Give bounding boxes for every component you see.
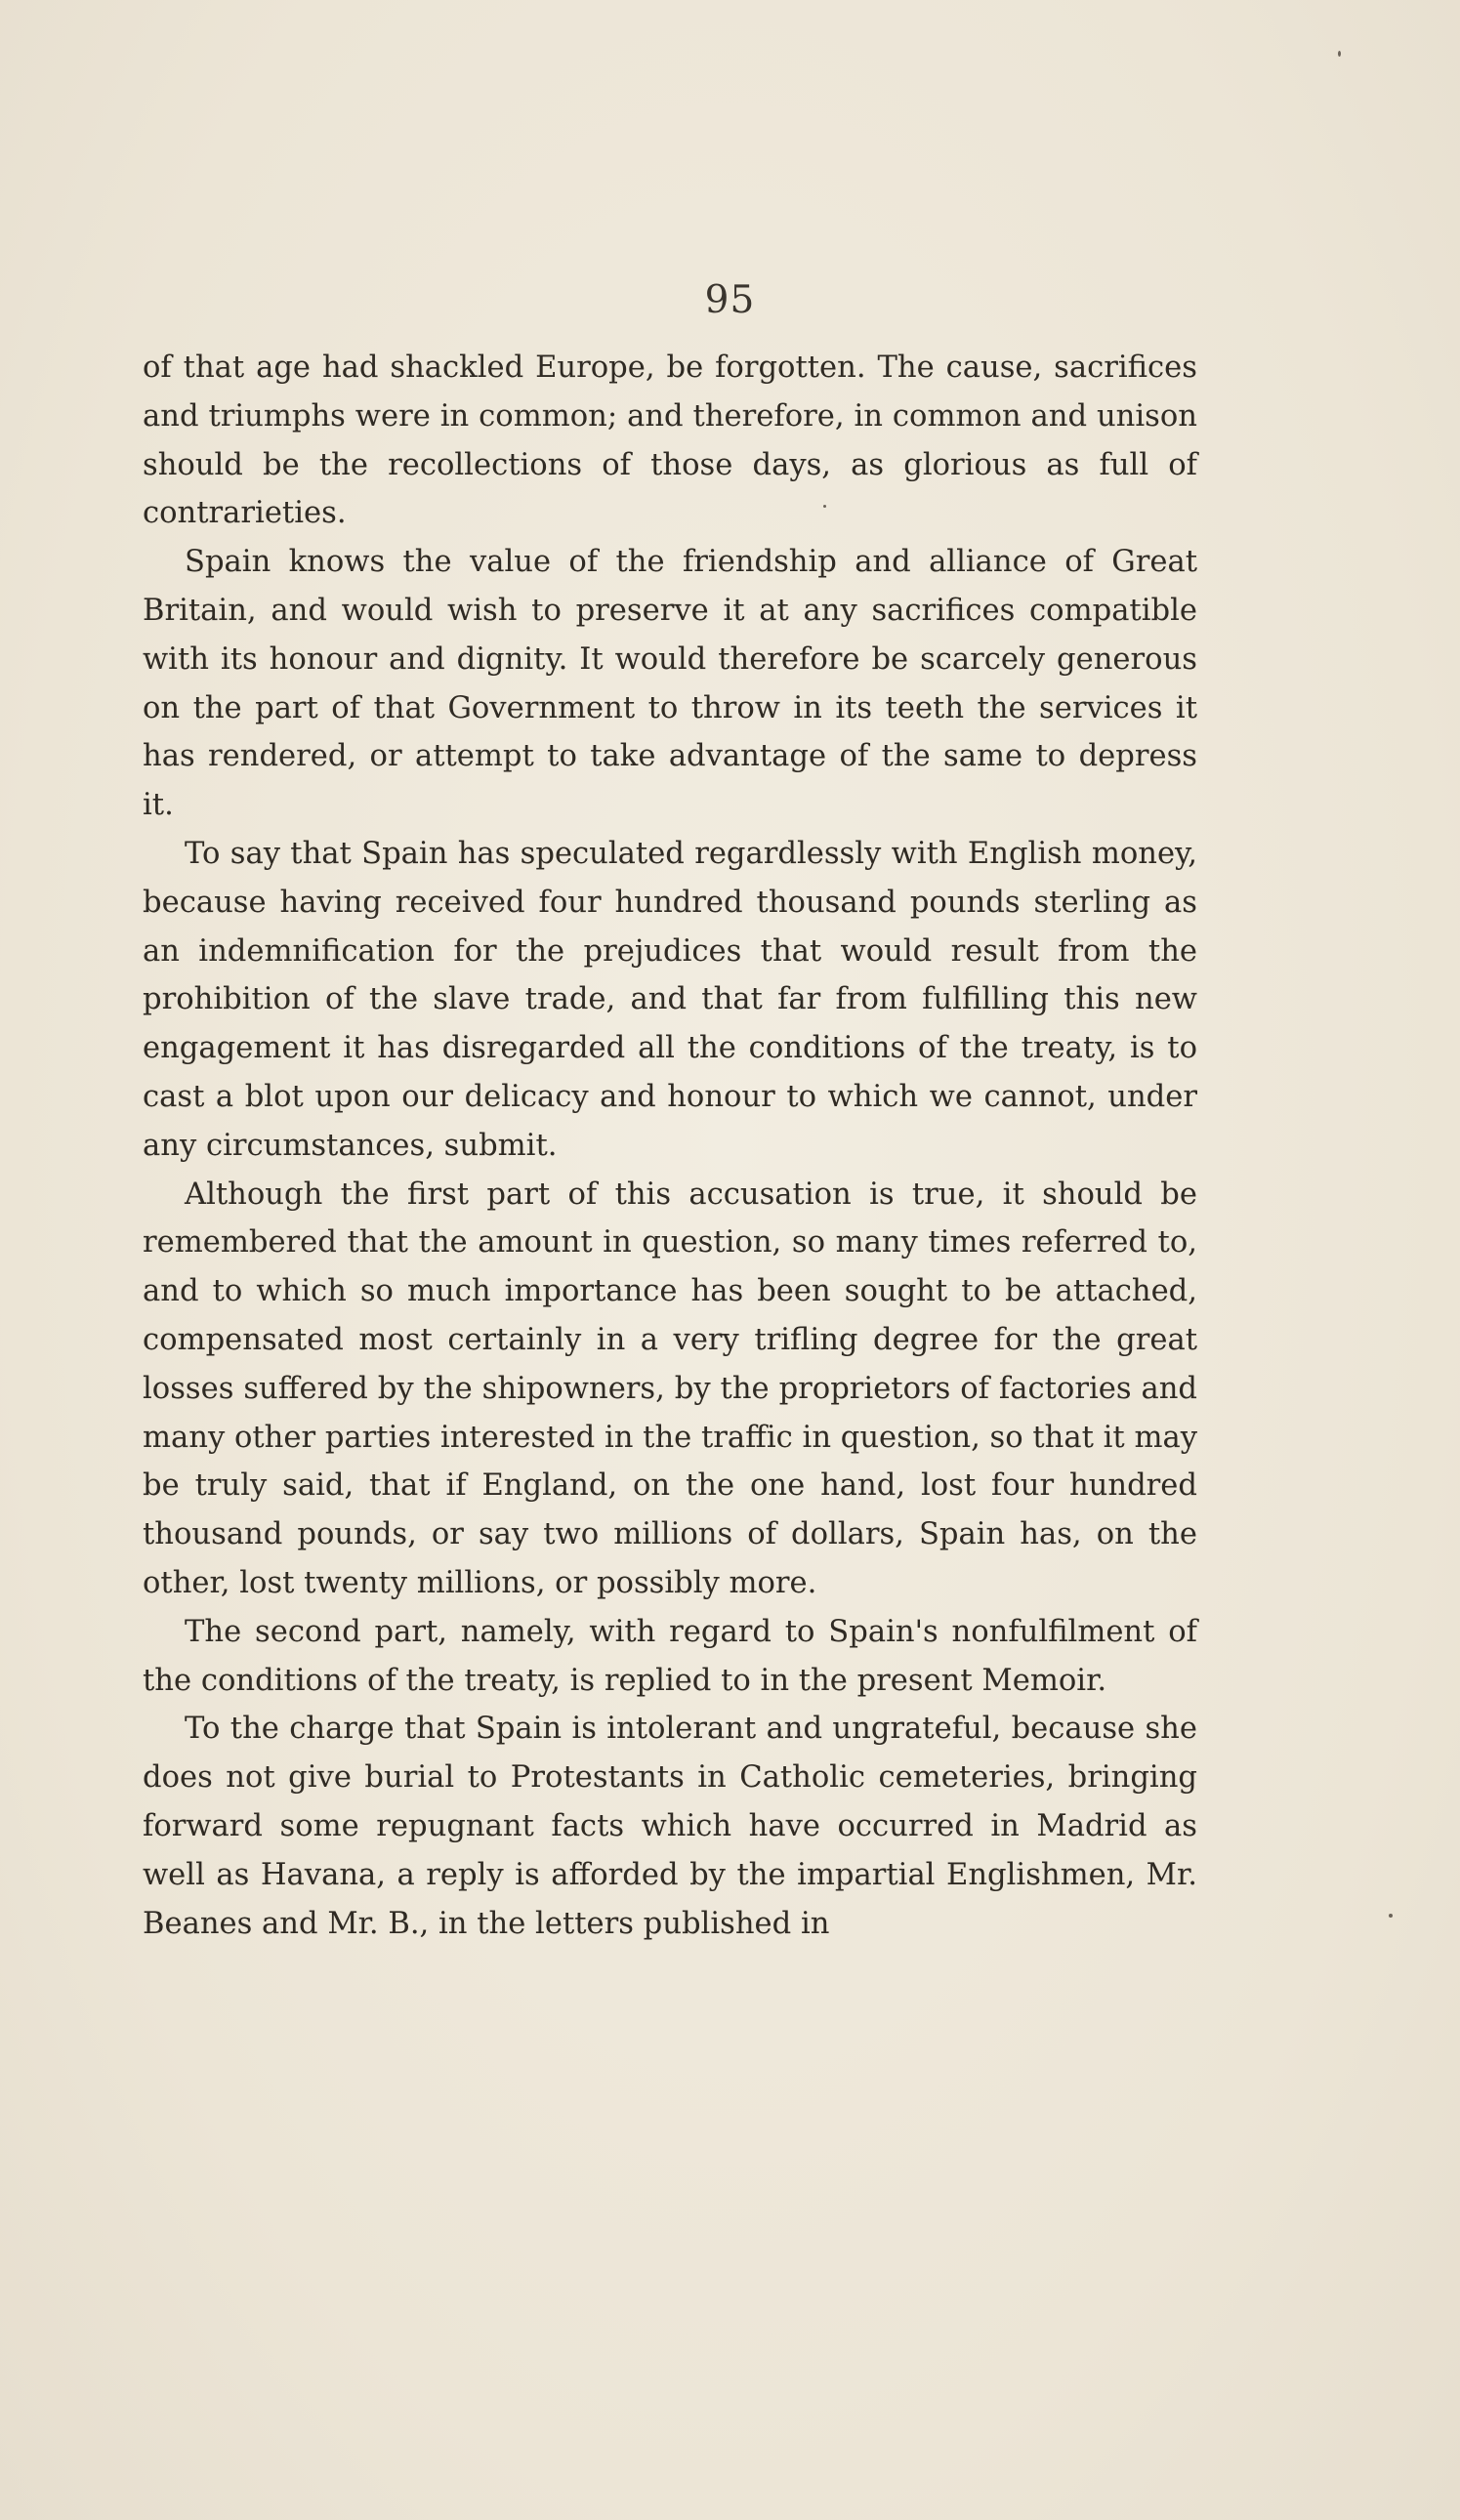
paragraph-3: To say that Spain has speculated regardlessly with English money, because having received four hundred thousand pounds sterling as an indemnification for the prejudices that would result from the prohibition of the slave trade, and that far from fulfilling this new engagement it has disregarded all the conditions of the treaty, is to cast a blot upon our delicacy and honour to which we cannot, under any circumstances, submit. (143, 836, 1197, 1163)
paragraph-6: To the charge that Spain is intolerant and ungrateful, because she does not give burial to Protestants in Catholic cemeteries, bringing forward some repugnant facts which have occurred in Madrid as well as Havana, a reply is afforded by the impartial Englishmen, Mr. Beanes and Mr. B., in the letters published in (143, 1712, 1197, 1941)
paper-speck (1389, 1914, 1393, 1918)
paragraph-1: of that age had shackled Europe, be forgotten. The cause, sacrifices and triumphs were in common; and therefore, in common and unison should be the recollections of those days, as glorious as full of contrarieties. (143, 351, 1197, 531)
paragraph-2: Spain knows the value of the friendship and alliance of Great Britain, and would wish to preserve it at any sacrifices compatible with its honour and dignity. It would therefore be scarcely generous on the part of that Government to throw in its teeth the services it has rendered, or attempt to take advantage of the same to depress it. (143, 545, 1197, 823)
page-number: 95 (704, 278, 756, 322)
paper-speck (1338, 51, 1341, 57)
paragraph-4: Although the first part of this accusation is true, it should be remembered that the amount in question, so many times referred to, and to which so much importance has been sought to be attached, compensated most certainly in a very trifling degree for the great losses suffered by the shipowners, by the proprietors of factories and many other parties interested in the traffic in question, so that it may be truly said, that if England, on the one hand, lost four hundred thousand pounds, or say two millions of dollars, Spain has, on the other, lost twenty millions, or possibly more. (143, 1177, 1197, 1600)
paper-speck (823, 505, 826, 508)
paragraph-5: The second part, namely, with regard to Spain's nonfulfilment of the conditions of the treaty, is replied to in the present Memoir. (143, 1614, 1197, 1698)
body-text (143, 344, 1197, 1948)
